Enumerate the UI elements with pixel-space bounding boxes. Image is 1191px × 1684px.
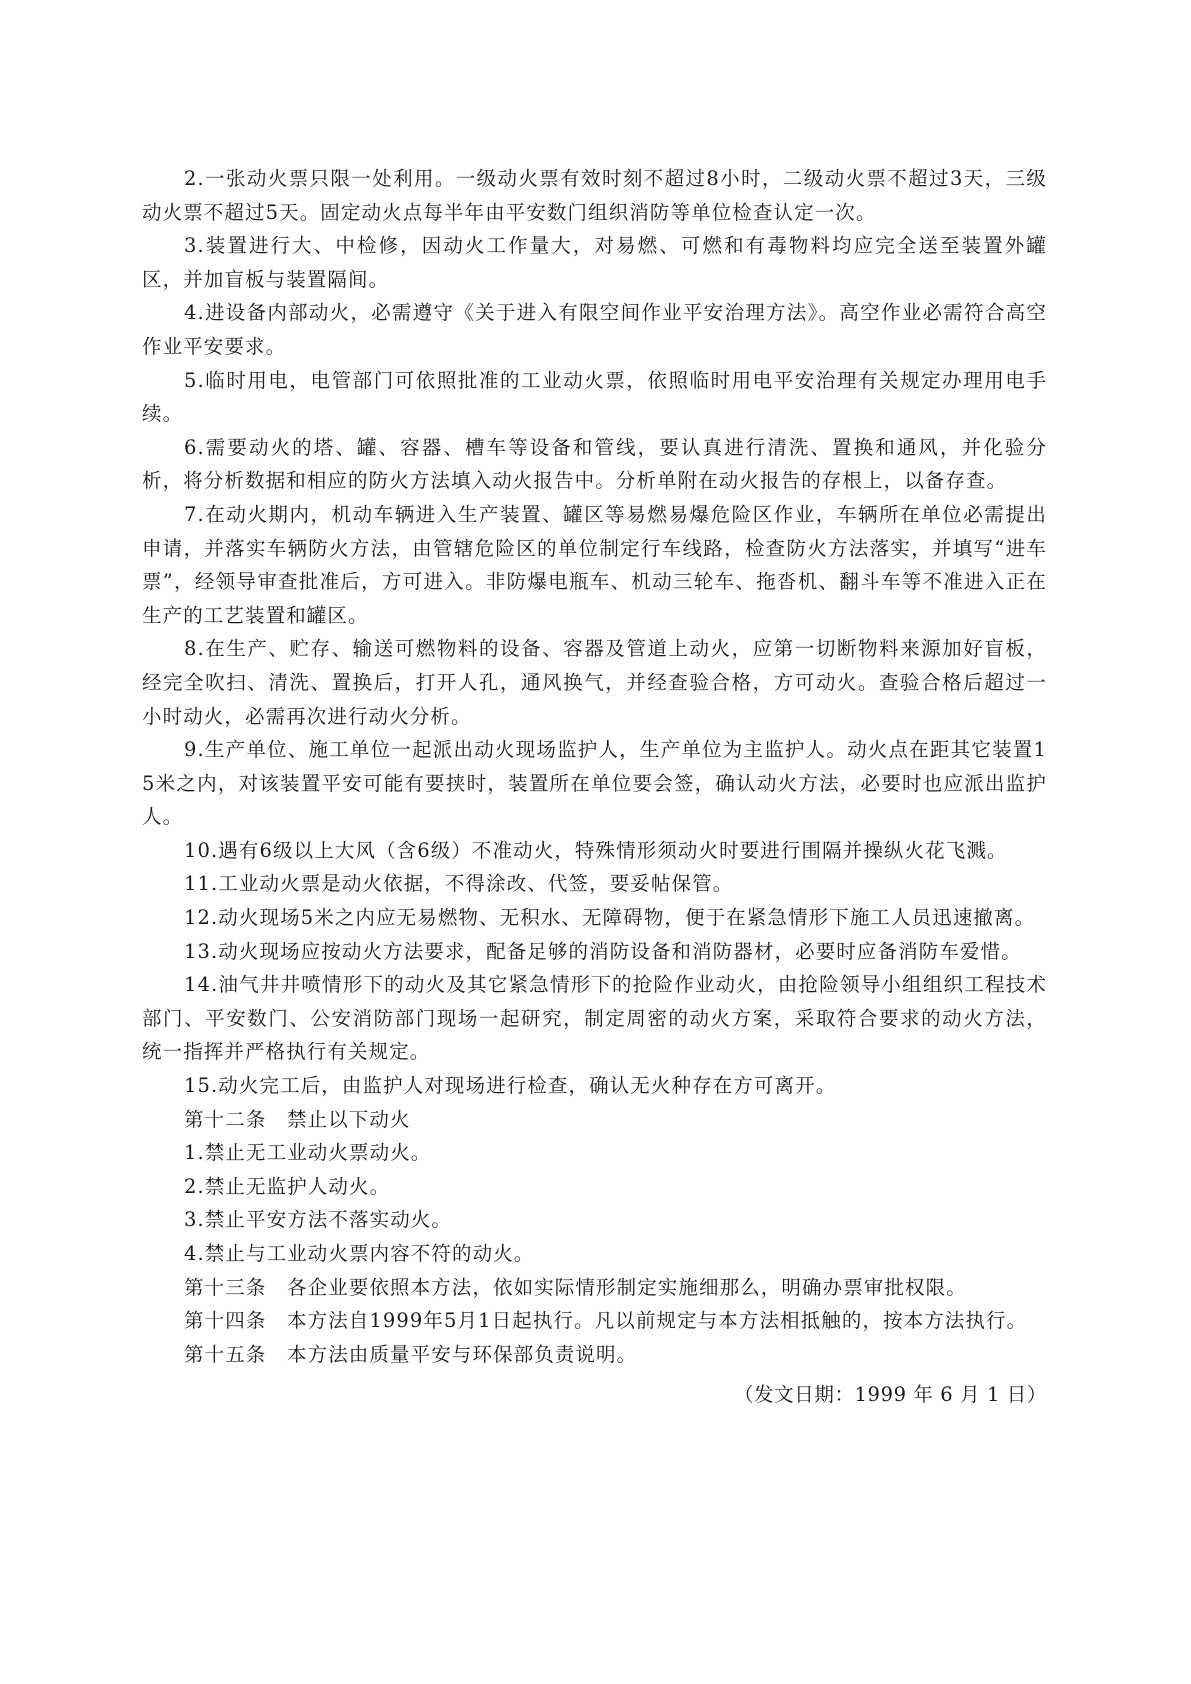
paragraph: 14.油气井井喷情形下的动火及其它紧急情形下的抢险作业动火，由抢险领导小组组织工程技术部门、平安数门、公安消防部门现场一起研究，制定周密的动火方案，采取符合要求的动火方法，统一指挥并严格执行有关规定。 [142, 973, 1047, 1064]
paragraph: 1.禁止无工业动火票动火。 [184, 1141, 432, 1165]
paragraph: 13.动火现场应按动火方法要求，配备足够的消防设备和消防器材，必要时应备消防车爱惜。 [184, 939, 1022, 963]
article-paragraph: 第十四条 本方法自1999年5月1日起执行。凡以前规定与本方法相抵触的，按本方法执行。 [184, 1309, 1028, 1333]
article-paragraph: 第十三条 各企业要依照本方法，依如实际情形制定实施细那么，明确办票审批权限。 [184, 1275, 967, 1299]
issue-date: （发文日期：1999 年 6 月 1 日） [733, 1383, 1047, 1406]
paragraph: 12.动火现场5米之内应无易燃物、无积水、无障碍物，便于在紧急情形下施工人员迅速撤离。 [184, 906, 1036, 930]
paragraph: 10.遇有6级以上大风（含6级）不准动火，特殊情形须动火时要进行围隔并操纵火花飞溅。 [184, 838, 1008, 862]
paragraph: 15.动火完工后，由监护人对现场进行检查，确认无火种存在方可离开。 [184, 1074, 837, 1098]
paragraph: 7.在动火期内，机动车辆进入生产装置、罐区等易燃易爆危险区作业，车辆所在单位必需提出申请，并落实车辆防火方法，由管辖危险区的单位制定行车线路，检查防火方法落实，并填写“进车票”，经领导审查批准后，方可进入。非防爆电瓶车、机动三轮车、拖沓机、翻斗车等不准进入正在生产的工艺装置和罐区。 [142, 502, 1047, 627]
paragraph: 3.装置进行大、中检修，因动火工作量大，对易燃、可燃和有毒物料均应完全送至装置外罐区，并加盲板与装置隔间。 [142, 234, 1047, 291]
paragraph: 2.一张动火票只限一处利用。一级动火票有效时刻不超过8小时，二级动火票不超过3天，三级动火票不超过5天。固定动火点每半年由平安数门组织消防等单位检查认定一次。 [142, 167, 1047, 224]
article-paragraph: 第十五条 本方法由质量平安与环保部负责说明。 [184, 1342, 638, 1366]
document-body [142, 162, 1047, 1371]
paragraph: 6.需要动火的塔、罐、容器、槽车等设备和管线，要认真进行清洗、置换和通风，并化验分析，将分析数据和相应的防火方法填入动火报告中。分析单附在动火报告的存根上，以备存查。 [142, 435, 1047, 493]
paragraph: 5.临时用电，电管部门可依照批准的工业动火票，依照临时用电平安治理有关规定办理用电手续。 [142, 368, 1047, 426]
article-heading: 第十二条 禁止以下动火 [184, 1107, 411, 1131]
paragraph: 9.生产单位、施工单位一起派出动火现场监护人，生产单位为主监护人。动火点在距其它装置15米之内，对该装置平安可能有要挟时，装置所在单位要会签，确认动火方法，必要时也应派出监护人。 [142, 738, 1047, 829]
paragraph: 4.进设备内部动火，必需遵守《关于进入有限空间作业平安治理方法》。高空作业必需符合高空作业平安要求。 [142, 301, 1047, 358]
paragraph: 2.禁止无监护人动火。 [184, 1174, 391, 1198]
paragraph: 3.禁止平安方法不落实动火。 [184, 1208, 453, 1232]
paragraph: 11.工业动火票是动火依据，不得涂改、代签，要妥帖保管。 [184, 872, 734, 896]
paragraph: 8.在生产、贮存、输送可燃物料的设备、容器及管道上动火，应第一切断物料来源加好盲板，经完全吹扫、清洗、置换后，打开人孔，通风换气，并经查验合格，方可动火。查验合格后超过一小时动火，必需再次进行动火分析。 [142, 637, 1047, 728]
paragraph: 4.禁止与工业动火票内容不符的动火。 [184, 1242, 535, 1265]
